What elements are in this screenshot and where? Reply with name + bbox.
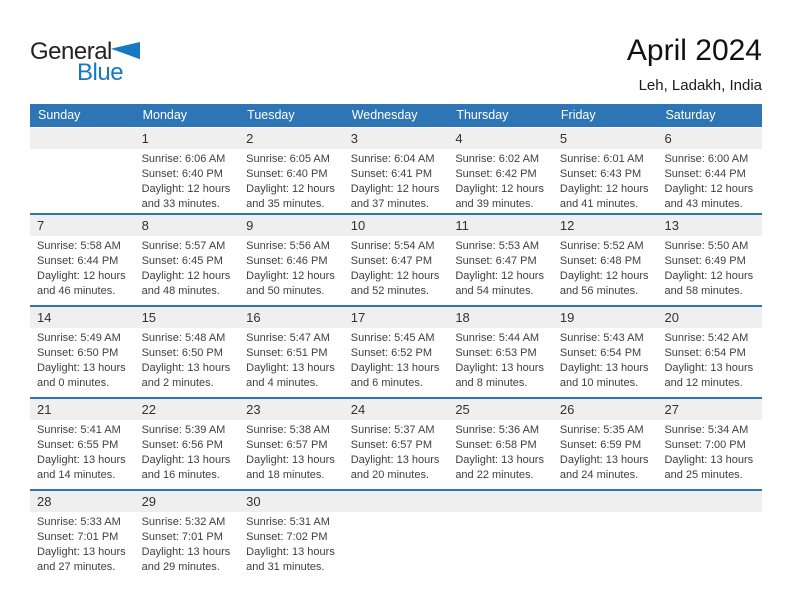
location-subtitle: Leh, Ladakh, India: [638, 77, 762, 94]
day-details: [135, 328, 240, 391]
sunset-text: Sunset: 6:56 PM: [141, 439, 223, 451]
daylight-text: Daylight: 12 hours and 58 minutes.: [664, 270, 754, 297]
day-cell-12: [553, 215, 658, 305]
day-number: 6: [657, 128, 762, 149]
daylight-text: Daylight: 13 hours and 31 minutes.: [246, 546, 335, 573]
day-details: [135, 236, 240, 299]
sunrise-text: Sunrise: 5:31 AM: [246, 516, 330, 528]
day-cell-empty: [553, 491, 658, 581]
day-details: [135, 149, 240, 212]
day-cell-5: [553, 128, 658, 213]
day-details: [239, 420, 344, 483]
day-details: [657, 420, 762, 483]
sunset-text: Sunset: 6:48 PM: [559, 255, 642, 267]
day-cell-16: [239, 307, 344, 397]
daylight-text: Daylight: 13 hours and 10 minutes.: [559, 362, 649, 389]
day-details: [135, 420, 240, 483]
day-number: [344, 491, 449, 512]
week-row-3: [30, 305, 762, 397]
sunset-text: Sunset: 6:50 PM: [37, 347, 119, 359]
sunrise-text: Sunrise: 5:43 AM: [559, 332, 644, 344]
day-number: 15: [135, 307, 240, 328]
logo: [30, 38, 170, 90]
sunrise-text: Sunrise: 5:54 AM: [350, 240, 435, 252]
sunset-text: Sunset: 6:45 PM: [141, 255, 223, 267]
day-number: 3: [344, 128, 449, 149]
sunrise-text: Sunrise: 5:52 AM: [559, 240, 644, 252]
day-details: [30, 420, 135, 483]
day-details: [448, 236, 553, 299]
sunrise-text: Sunrise: 5:50 AM: [664, 240, 749, 252]
day-number: 24: [344, 399, 449, 420]
day-number: 16: [239, 307, 344, 328]
day-number: 12: [553, 215, 658, 236]
week-row-5: [30, 489, 762, 581]
sunrise-text: Sunrise: 6:05 AM: [246, 153, 330, 165]
day-number: 4: [448, 128, 553, 149]
day-number: 30: [239, 491, 344, 512]
day-number: 1: [135, 128, 240, 149]
daylight-text: Daylight: 12 hours and 46 minutes.: [37, 270, 126, 297]
day-details: [239, 236, 344, 299]
day-number: 19: [553, 307, 658, 328]
day-number: 14: [30, 307, 135, 328]
sunset-text: Sunset: 6:54 PM: [559, 347, 642, 359]
daylight-text: Daylight: 13 hours and 29 minutes.: [141, 546, 231, 573]
day-cell-22: [135, 399, 240, 489]
daylight-text: Daylight: 13 hours and 16 minutes.: [141, 454, 231, 481]
sunrise-text: Sunrise: 5:37 AM: [350, 424, 435, 436]
day-number: 10: [344, 215, 449, 236]
daylight-text: Daylight: 13 hours and 18 minutes.: [246, 454, 335, 481]
day-details: [553, 236, 658, 299]
sunrise-text: Sunrise: 6:01 AM: [559, 153, 644, 165]
sunrise-text: Sunrise: 5:32 AM: [141, 516, 226, 528]
sunset-text: Sunset: 7:01 PM: [37, 531, 119, 543]
day-number: 27: [657, 399, 762, 420]
sunset-text: Sunset: 6:41 PM: [350, 168, 433, 180]
day-cell-30: [239, 491, 344, 581]
daylight-text: Daylight: 13 hours and 27 minutes.: [37, 546, 126, 573]
sunrise-text: Sunrise: 6:04 AM: [350, 153, 435, 165]
day-number: [30, 128, 135, 149]
sunset-text: Sunset: 6:40 PM: [246, 168, 328, 180]
page-title: April 2024: [626, 34, 762, 67]
sunrise-text: Sunrise: 5:42 AM: [664, 332, 749, 344]
day-cell-27: [657, 399, 762, 489]
sunrise-text: Sunrise: 5:45 AM: [350, 332, 435, 344]
daylight-text: Daylight: 13 hours and 2 minutes.: [141, 362, 231, 389]
day-cell-28: [30, 491, 135, 581]
week-row-1: [30, 128, 762, 213]
day-cell-6: [657, 128, 762, 213]
daylight-text: Daylight: 13 hours and 24 minutes.: [559, 454, 649, 481]
sunset-text: Sunset: 6:49 PM: [664, 255, 746, 267]
sunrise-text: Sunrise: 5:39 AM: [141, 424, 226, 436]
day-number: [657, 491, 762, 512]
day-number: 20: [657, 307, 762, 328]
day-cell-7: [30, 215, 135, 305]
sunset-text: Sunset: 6:58 PM: [455, 439, 537, 451]
day-number: [553, 491, 658, 512]
day-details: [344, 149, 449, 212]
day-number: [448, 491, 553, 512]
daylight-text: Daylight: 13 hours and 12 minutes.: [664, 362, 754, 389]
day-details: [344, 420, 449, 483]
day-number: 22: [135, 399, 240, 420]
daylight-text: Daylight: 13 hours and 22 minutes.: [455, 454, 544, 481]
day-details: [448, 420, 553, 483]
sunrise-text: Sunrise: 5:44 AM: [455, 332, 540, 344]
sunset-text: Sunset: 6:44 PM: [37, 255, 119, 267]
sunrise-text: Sunrise: 5:35 AM: [559, 424, 644, 436]
day-cell-25: [448, 399, 553, 489]
sunrise-text: Sunrise: 5:58 AM: [37, 240, 121, 252]
day-cell-26: [553, 399, 658, 489]
weekday-header-tuesday: Tuesday: [247, 108, 295, 122]
day-details: [448, 328, 553, 391]
day-number: 8: [135, 215, 240, 236]
weeks-container: [30, 128, 762, 581]
calendar-grid: [30, 104, 762, 581]
sunset-text: Sunset: 6:40 PM: [141, 168, 223, 180]
day-details: [239, 328, 344, 391]
daylight-text: Daylight: 12 hours and 43 minutes.: [664, 183, 754, 210]
day-number: 9: [239, 215, 344, 236]
day-cell-20: [657, 307, 762, 397]
day-details: [30, 328, 135, 391]
week-row-2: [30, 213, 762, 305]
day-cell-29: [135, 491, 240, 581]
day-details: [448, 149, 553, 212]
daylight-text: Daylight: 13 hours and 8 minutes.: [455, 362, 544, 389]
day-details: [553, 328, 658, 391]
day-number: 18: [448, 307, 553, 328]
daylight-text: Daylight: 12 hours and 37 minutes.: [350, 183, 440, 210]
day-number: 25: [448, 399, 553, 420]
sunrise-text: Sunrise: 6:06 AM: [141, 153, 226, 165]
day-number: 13: [657, 215, 762, 236]
sunset-text: Sunset: 6:53 PM: [455, 347, 537, 359]
day-cell-1: [135, 128, 240, 213]
sunset-text: Sunset: 6:52 PM: [350, 347, 433, 359]
day-cell-24: [344, 399, 449, 489]
sunset-text: Sunset: 6:59 PM: [559, 439, 642, 451]
logo-text-blue: Blue: [77, 59, 124, 86]
day-number: 5: [553, 128, 658, 149]
day-cell-empty: [448, 491, 553, 581]
sunset-text: Sunset: 6:57 PM: [246, 439, 328, 451]
day-details: [239, 512, 344, 575]
day-details: [657, 149, 762, 212]
weekday-header-saturday: Saturday: [665, 108, 716, 122]
day-number: 29: [135, 491, 240, 512]
day-number: 7: [30, 215, 135, 236]
day-details: [30, 236, 135, 299]
day-cell-21: [30, 399, 135, 489]
day-cell-13: [657, 215, 762, 305]
sunset-text: Sunset: 6:51 PM: [246, 347, 328, 359]
sunrise-text: Sunrise: 5:49 AM: [37, 332, 121, 344]
day-cell-8: [135, 215, 240, 305]
sunset-text: Sunset: 6:47 PM: [350, 255, 433, 267]
sunset-text: Sunset: 6:54 PM: [664, 347, 746, 359]
sunrise-text: Sunrise: 5:36 AM: [455, 424, 540, 436]
daylight-text: Daylight: 13 hours and 4 minutes.: [246, 362, 335, 389]
day-cell-10: [344, 215, 449, 305]
daylight-text: Daylight: 12 hours and 56 minutes.: [559, 270, 649, 297]
daylight-text: Daylight: 12 hours and 48 minutes.: [141, 270, 231, 297]
week-row-4: [30, 397, 762, 489]
sunset-text: Sunset: 6:55 PM: [37, 439, 119, 451]
day-number: 26: [553, 399, 658, 420]
day-details: [553, 420, 658, 483]
day-cell-empty: [344, 491, 449, 581]
daylight-text: Daylight: 12 hours and 35 minutes.: [246, 183, 335, 210]
daylight-text: Daylight: 13 hours and 14 minutes.: [37, 454, 126, 481]
day-cell-3: [344, 128, 449, 213]
daylight-text: Daylight: 13 hours and 20 minutes.: [350, 454, 440, 481]
day-details: [657, 328, 762, 391]
sunset-text: Sunset: 6:44 PM: [664, 168, 746, 180]
sunrise-text: Sunrise: 5:34 AM: [664, 424, 749, 436]
sunrise-text: Sunrise: 5:53 AM: [455, 240, 540, 252]
sunrise-text: Sunrise: 5:33 AM: [37, 516, 121, 528]
weekday-header-wednesday: Wednesday: [351, 108, 418, 122]
weekday-header-sunday: Sunday: [38, 108, 81, 122]
day-cell-19: [553, 307, 658, 397]
sunrise-text: Sunrise: 5:56 AM: [246, 240, 330, 252]
sunset-text: Sunset: 7:00 PM: [664, 439, 746, 451]
daylight-text: Daylight: 12 hours and 33 minutes.: [141, 183, 231, 210]
day-details: [553, 149, 658, 212]
day-number: 23: [239, 399, 344, 420]
day-details: [135, 512, 240, 575]
day-details: [30, 512, 135, 575]
day-number: 21: [30, 399, 135, 420]
day-number: 2: [239, 128, 344, 149]
day-details: [344, 236, 449, 299]
weekday-header-row: [30, 104, 762, 127]
title-block: [627, 34, 762, 94]
daylight-text: Daylight: 12 hours and 41 minutes.: [559, 183, 649, 210]
sunrise-text: Sunrise: 6:02 AM: [455, 153, 540, 165]
day-cell-9: [239, 215, 344, 305]
logo-text-general: General: [30, 38, 112, 65]
sunrise-text: Sunrise: 5:48 AM: [141, 332, 226, 344]
day-cell-18: [448, 307, 553, 397]
day-cell-23: [239, 399, 344, 489]
sunset-text: Sunset: 6:46 PM: [246, 255, 328, 267]
sunrise-text: Sunrise: 5:57 AM: [141, 240, 226, 252]
day-details: [657, 236, 762, 299]
day-number: 28: [30, 491, 135, 512]
daylight-text: Daylight: 13 hours and 25 minutes.: [664, 454, 754, 481]
day-number: 11: [448, 215, 553, 236]
day-cell-4: [448, 128, 553, 213]
daylight-text: Daylight: 12 hours and 50 minutes.: [246, 270, 335, 297]
sunset-text: Sunset: 6:42 PM: [455, 168, 537, 180]
day-cell-17: [344, 307, 449, 397]
sunrise-text: Sunrise: 5:38 AM: [246, 424, 330, 436]
daylight-text: Daylight: 13 hours and 0 minutes.: [37, 362, 126, 389]
day-details: [344, 328, 449, 391]
sunset-text: Sunset: 6:57 PM: [350, 439, 433, 451]
day-cell-empty: [657, 491, 762, 581]
weekday-header-thursday: Thursday: [456, 108, 509, 122]
sunset-text: Sunset: 7:02 PM: [246, 531, 328, 543]
day-details: [239, 149, 344, 212]
day-number: 17: [344, 307, 449, 328]
sunset-text: Sunset: 6:47 PM: [455, 255, 537, 267]
sunset-text: Sunset: 6:50 PM: [141, 347, 223, 359]
sunrise-text: Sunrise: 5:41 AM: [37, 424, 121, 436]
sunrise-text: Sunrise: 5:47 AM: [246, 332, 330, 344]
daylight-text: Daylight: 13 hours and 6 minutes.: [350, 362, 440, 389]
sunrise-text: Sunrise: 6:00 AM: [664, 153, 749, 165]
day-cell-14: [30, 307, 135, 397]
weekday-header-friday: Friday: [560, 108, 596, 122]
sunset-text: Sunset: 7:01 PM: [141, 531, 223, 543]
weekday-header-monday: Monday: [142, 108, 188, 122]
sunset-text: Sunset: 6:43 PM: [559, 168, 642, 180]
day-cell-empty: [30, 128, 135, 213]
daylight-text: Daylight: 12 hours and 39 minutes.: [455, 183, 544, 210]
daylight-text: Daylight: 12 hours and 52 minutes.: [350, 270, 440, 297]
day-cell-2: [239, 128, 344, 213]
daylight-text: Daylight: 12 hours and 54 minutes.: [455, 270, 544, 297]
day-cell-15: [135, 307, 240, 397]
day-cell-11: [448, 215, 553, 305]
